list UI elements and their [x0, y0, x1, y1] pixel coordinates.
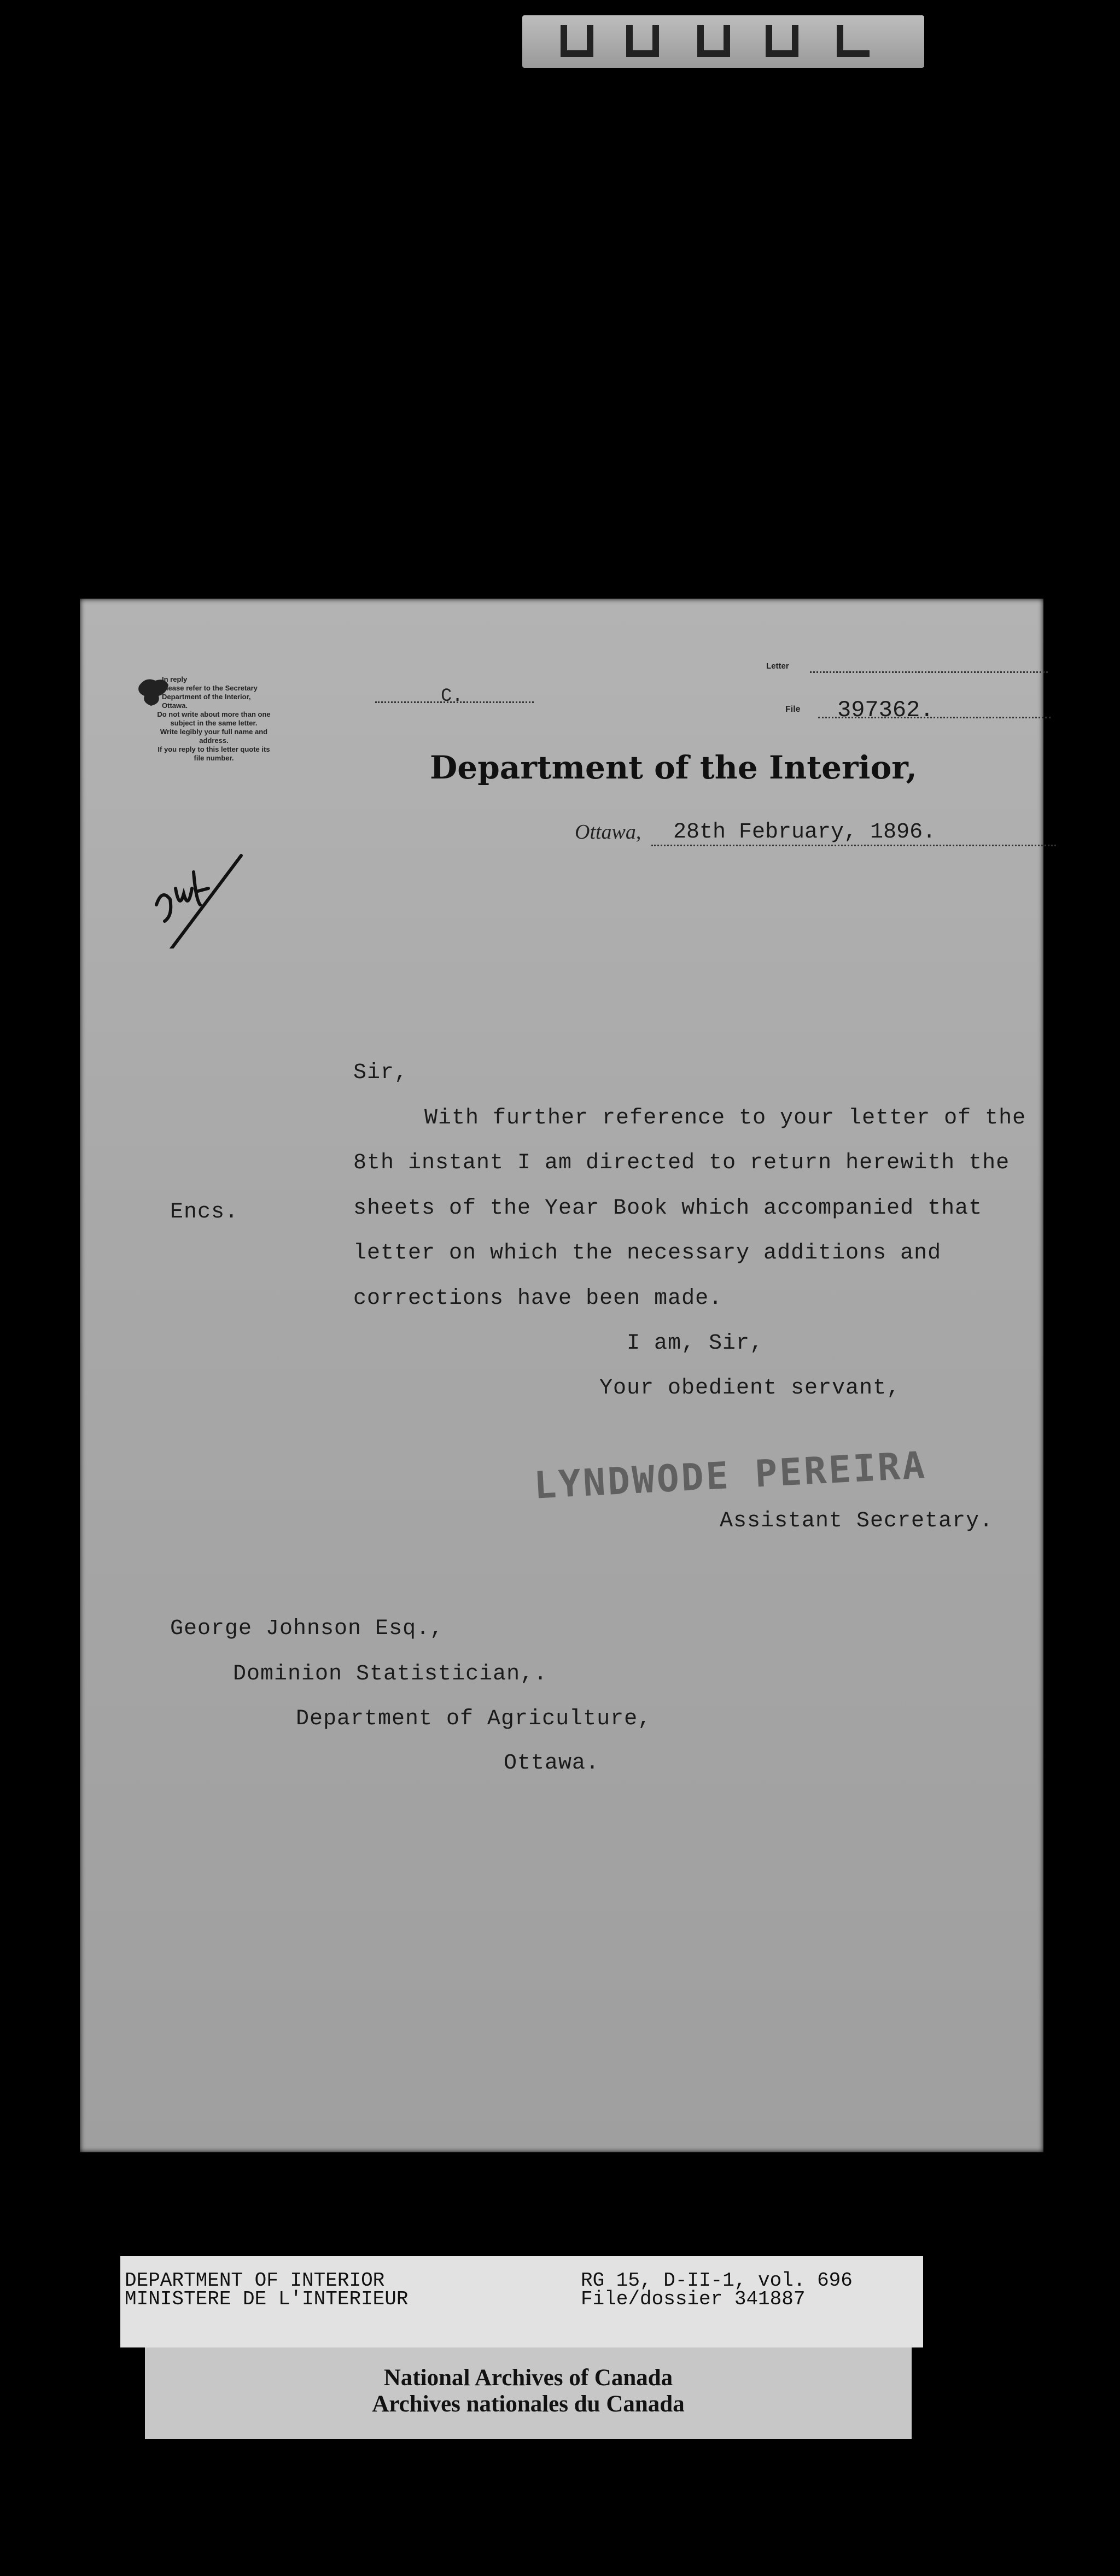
body-line: letter on which the necessary additions and	[353, 1241, 942, 1266]
date-place: Ottawa,	[575, 821, 641, 844]
salutation: Sir,	[353, 1061, 409, 1085]
letterhead-title: Department of the Interior,	[430, 749, 917, 786]
signature-stamp: LYNDWODE PEREIRA	[533, 1444, 928, 1508]
reply-notice: In reply please refer to the Secretary Department of the Interior, Ottawa. Do not write about more than one subject in the same letter. Write legibly your full name and address. If you reply to this letter quote its file number.	[157, 675, 271, 762]
body-line: sheets of the Year Book which accompanied that	[353, 1196, 983, 1221]
c-mark: C.	[441, 686, 463, 707]
enclosure-note: Encs.	[170, 1200, 239, 1225]
signer-title: Assistant Secretary.	[720, 1509, 994, 1533]
reel-mark	[837, 25, 870, 57]
department-name: DEPARTMENT OF INTERIOR MINISTERE DE L'INTERIEUR	[125, 2269, 409, 2310]
archive-credit-fr: Archives nationales du Canada	[372, 2391, 685, 2417]
address-line: Dominion Statistician,.	[233, 1662, 548, 1687]
body-line: corrections have been made.	[353, 1286, 723, 1311]
date-field	[575, 820, 1056, 853]
file-number-field	[785, 697, 1053, 724]
address-line: George Johnson Esq.,	[170, 1617, 444, 1641]
dotted-line	[810, 671, 1048, 673]
c-mark-field	[375, 686, 534, 708]
file-label: File	[785, 705, 801, 714]
handwritten-initials	[145, 839, 249, 949]
archive-reference: RG 15, D-II-1, vol. 696 File/dossier 341887	[581, 2269, 853, 2310]
file-number: 397362.	[837, 697, 934, 723]
reel-mark	[561, 25, 593, 57]
letter-number-field	[766, 661, 1051, 678]
archive-credit-label	[145, 2347, 912, 2439]
body-line: With further reference to your letter of the	[424, 1106, 1026, 1131]
letter-page	[80, 599, 1043, 2152]
dotted-line	[651, 845, 1056, 846]
closing-line: Your obedient servant,	[599, 1376, 901, 1401]
address-line: Ottawa.	[504, 1751, 600, 1776]
closing-line: I am, Sir,	[627, 1331, 764, 1356]
reel-mark	[697, 25, 730, 57]
reel-mark	[626, 25, 659, 57]
archive-reference-label	[120, 2256, 923, 2347]
archive-credit-en: National Archives of Canada	[383, 2365, 673, 2391]
letter-date: 28th February, 1896.	[673, 820, 936, 845]
reel-mark	[766, 25, 798, 57]
body-line: 8th instant I am directed to return herewith the	[353, 1151, 1010, 1175]
address-line: Department of Agriculture,	[296, 1707, 652, 1731]
microfilm-header-strip	[522, 15, 924, 68]
letter-label: Letter	[766, 661, 789, 671]
